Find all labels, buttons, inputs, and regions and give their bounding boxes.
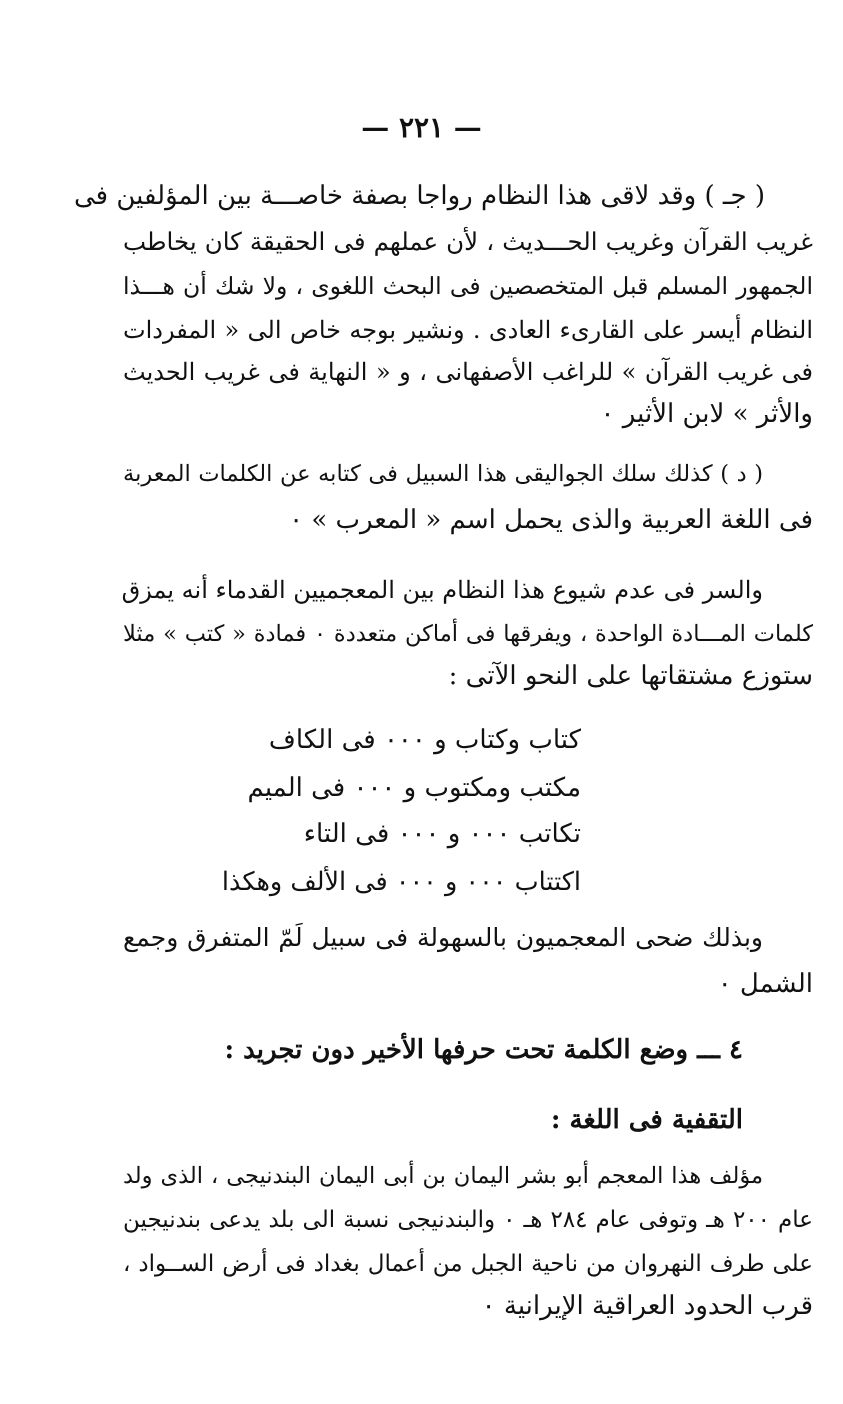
- text-line: غريب القرآن وغريب الحـــديث ، لأن عملهم فى الحقيقة كان يخاطب: [123, 227, 813, 256]
- list-item: مكتب ومكتوب و ٠٠٠ فى الميم: [247, 773, 581, 803]
- text-line: كلمات المـــادة الواحدة ، ويفرقها فى أماكن متعددة ٠ فمادة « كتب » مثلا: [123, 621, 813, 647]
- text-line: ( جـ ) وقد لاقى هذا النظام رواجا بصفة خاصـــة بين المؤلفين فى: [74, 181, 765, 211]
- text-line: الشمل ٠: [717, 969, 813, 999]
- text-line: والأثر » لابن الأثير ٠: [600, 399, 813, 429]
- list-item: اكتتاب ٠٠٠ و ٠٠٠ فى الألف وهكذا: [221, 867, 581, 897]
- text-line: النظام أيسر على القارىء العادى . ونشير بوجه خاص الى « المفردات: [123, 316, 813, 344]
- text-line: ستوزع مشتقاتها على النحو الآتى :: [448, 661, 813, 691]
- section-heading: ٤ ـــ وضع الكلمة تحت حرفها الأخير دون تجريد :: [224, 1035, 743, 1065]
- list-item: كتاب وكتاب و ٠٠٠ فى الكاف: [268, 725, 581, 755]
- text-line: قرب الحدود العراقية الإيرانية ٠: [481, 1291, 813, 1321]
- page-number: — ٢٢١ —: [361, 111, 482, 144]
- text-line: ( د ) كذلك سلك الجواليقى هذا السبيل فى كتابه عن الكلمات المعربة: [123, 461, 763, 487]
- text-line: عام ٢٠٠ هـ وتوفى عام ٢٨٤ هـ ٠ والبندنيجى نسبة الى بلد يدعى بندنيجين: [123, 1207, 814, 1233]
- text-line: على طرف النهروان من ناحية الجبل من أعمال بغداد فى أرض الســواد ،: [123, 1251, 813, 1277]
- text-line: والسر فى عدم شيوع هذا النظام بين المعجميين القدماء أنه يمزق: [121, 576, 763, 604]
- text-line: وبذلك ضحى المعجميون بالسهولة فى سبيل لَمّ المتفرق وجمع: [123, 923, 763, 952]
- text-line: فى اللغة العربية والذى يحمل اسم « المعرب » ٠: [289, 505, 813, 535]
- text-line: فى غريب القرآن » للراغب الأصفهانى ، و « النهاية فى غريب الحديث: [123, 358, 813, 386]
- text-line: الجمهور المسلم قبل المتخصصين فى البحث اللغوى ، ولا شك أن هـــذا: [123, 272, 813, 300]
- subheading: التقفية فى اللغة :: [550, 1105, 743, 1135]
- text-line: مؤلف هذا المعجم أبو بشر اليمان بن أبى اليمان البندنيجى ، الذى ولد: [123, 1163, 763, 1189]
- list-item: تكاتب ٠٠٠ و ٠٠٠ فى التاء: [303, 819, 581, 849]
